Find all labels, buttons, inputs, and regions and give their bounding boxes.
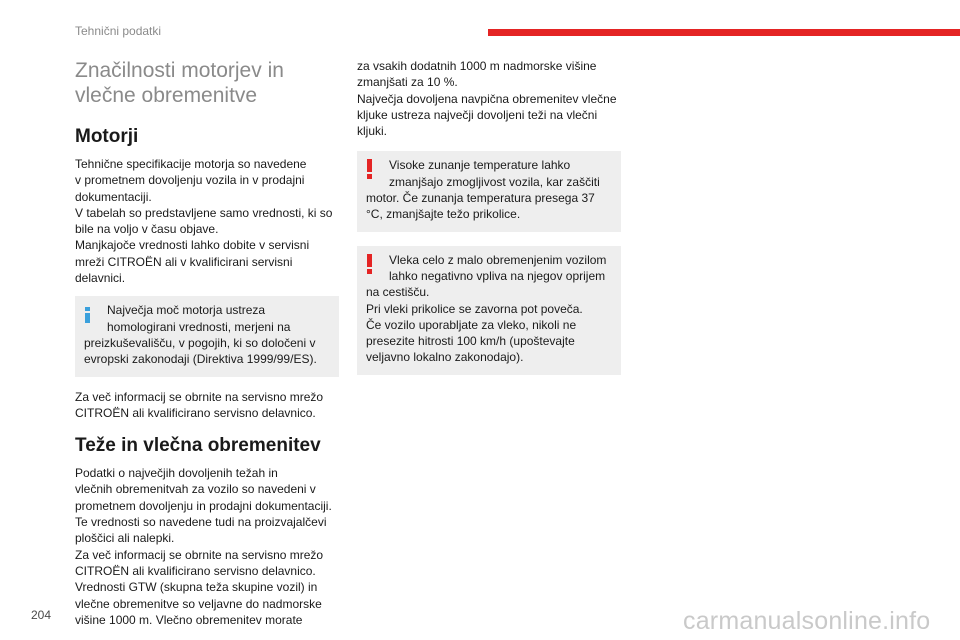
info-icon (85, 307, 90, 323)
warning2-first-line: Vleka celo z malo obremenjenim vozilom (389, 252, 607, 267)
info-box (75, 296, 339, 376)
weights-text: Podatki o največjih dovoljenih težah in vlečnih obremenitvah za vozilo so navedeni v prometnem dovoljenju in prodajni dokumentaciji. Te vrednosti so navedene tudi na proizvajalčevi ploščici ali nalepki. Za več informacij se obrnite na servisno mrežo CITROËN ali kvalificirano servisno delavnico. Vrednosti GTW (skupna teža skupine vozil) in vlečne obremenitve so veljavne do nadmorske višine 1000 m. Vlečno obremenitev morate (75, 466, 332, 627)
section-header: Tehnični podatki (75, 24, 162, 38)
info-box-second-line: homologirani vrednosti, merjeni na (107, 319, 291, 334)
page-title: Značilnosti motorjev in vlečne obremenitve (75, 59, 284, 107)
warning2-rest: na cestišču. Pri vleki prikolice se zavorna pot poveča. Če vozilo uporabljate za vleko, nikoli ne presezite hitrosti 100 km/h (upoštevajte veljavno lokalno zakonodajo). (366, 285, 583, 365)
warning1-second-line: zmanjšajo zmogljivost vozila, kar zaščiti (389, 174, 600, 189)
warning1-first-line: Visoke zunanje temperature lahko (389, 158, 571, 173)
engines-heading: Motorji (75, 126, 139, 147)
more-info-text: Za več informacij se obrnite na servisno mrežo CITROËN ali kvalificirano servisno delavnico. (75, 389, 324, 420)
header-accent-bar (488, 29, 960, 36)
warning-box-temperature (357, 151, 621, 231)
weights-heading: Teže in vlečna obremenitev (75, 435, 321, 457)
continuation-text: za vsakih dodatnih 1000 m nadmorske višine zmanjšati za 10 %. Največja dovoljena navpična obremenitev vlečne kljuke ustreza največji dovoljeni teži na vlečni kljuki. (357, 59, 617, 139)
warning-box-towing (357, 246, 621, 375)
right-column (357, 58, 621, 387)
watermark: carmanualsonline.info (683, 607, 931, 635)
left-column (75, 58, 339, 628)
info-box-first-line: Največja moč motorja ustreza (107, 303, 266, 318)
page-number: 204 (31, 608, 52, 622)
warning-icon (367, 254, 372, 274)
warning2-second-line: lahko negativno vpliva na njegov oprijem (389, 268, 606, 283)
engines-text: Tehnične specifikacije motorja so navedene v prometnem dovoljenju vozila in v prodajni dokumentaciji. V tabelah so predstavljene samo vrednosti, ki so bile na voljo v času objave. Manjkajoče vrednosti lahko dobite v servisni mreži CITROËN ali v kvalificirani servisni delavnici. (75, 157, 333, 286)
warning1-rest: motor. Če zunanja temperatura presega 37 °C, zmanjšajte težo prikolice. (366, 191, 595, 222)
info-box-rest: preizkuševališču, v pogojih, ki so določeni v evropski zakonodaji (Direktiva 1999/99/ES). (84, 335, 317, 367)
warning-icon (367, 159, 372, 179)
